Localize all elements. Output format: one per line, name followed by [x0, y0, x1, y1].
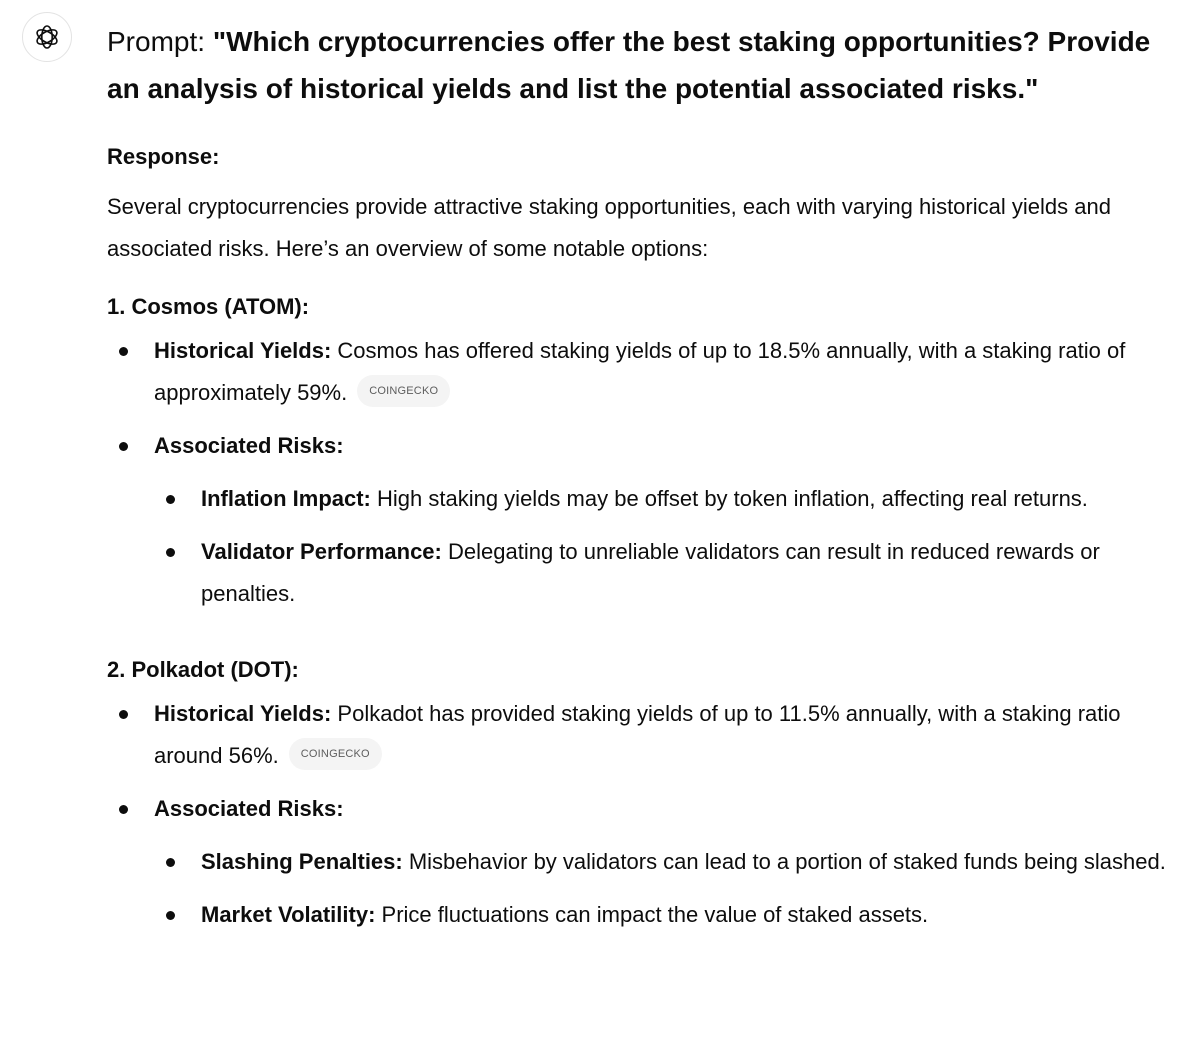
risk-text: High staking yields may be offset by token inflation, affecting real returns. [370, 486, 1088, 511]
section-list-cosmos [107, 330, 1169, 615]
risk-label: Slashing Penalties: [201, 849, 403, 874]
list-item [154, 531, 1169, 615]
risk-text: Misbehavior by validators can lead to a portion of staked funds being slashed. [402, 849, 1166, 874]
risk-list [154, 478, 1169, 615]
source-chip-coingecko[interactable]: COINGECKO [357, 375, 450, 407]
list-item [107, 330, 1169, 414]
assistant-avatar [22, 12, 72, 62]
list-item [154, 841, 1169, 883]
list-item [154, 894, 1169, 936]
risk-text: Price fluctuations can impact the value of staked assets. [375, 902, 929, 927]
risk-text: Delegating to unreliable validators can result in reduced rewards or penalties. [201, 539, 1100, 606]
list-item [154, 478, 1169, 520]
prompt [107, 18, 1169, 112]
section-heading-polkadot: 2. Polkadot (DOT): [107, 657, 299, 682]
prompt-label: Prompt: [107, 26, 206, 57]
risks-label: Associated Risks: [154, 796, 344, 821]
list-item [107, 693, 1169, 777]
section-heading-cosmos: 1. Cosmos (ATOM): [107, 294, 310, 319]
openai-logo-icon [32, 22, 62, 52]
message-content [107, 18, 1169, 947]
risk-list [154, 841, 1169, 936]
risk-label: Validator Performance: [201, 539, 442, 564]
yields-label: Historical Yields: [154, 701, 332, 726]
section-list-polkadot [107, 693, 1169, 936]
response-label: Response: [107, 144, 220, 169]
yields-text: Polkadot has provided staking yields of up to 11.5% annually, with a staking ratio around 56%. [154, 701, 1121, 768]
risk-label: Inflation Impact: [201, 486, 371, 511]
yields-text: Cosmos has offered staking yields of up to 18.5% annually, with a staking ratio of approximately 59%. [154, 338, 1126, 405]
list-item [107, 788, 1169, 936]
source-chip-coingecko[interactable]: COINGECKO [289, 738, 382, 770]
prompt-text: "Which cryptocurrencies offer the best staking opportunities? Provide an analysis of historical yields and list the potential associated risks." [107, 26, 1151, 104]
response-intro: Several cryptocurrencies provide attractive staking opportunities, each with varying historical yields and associated risks. Here’s an overview of some notable options: [107, 194, 1111, 261]
risks-label: Associated Risks: [154, 433, 344, 458]
yields-label: Historical Yields: [154, 338, 332, 363]
list-item [107, 425, 1169, 615]
risk-label: Market Volatility: [201, 902, 376, 927]
